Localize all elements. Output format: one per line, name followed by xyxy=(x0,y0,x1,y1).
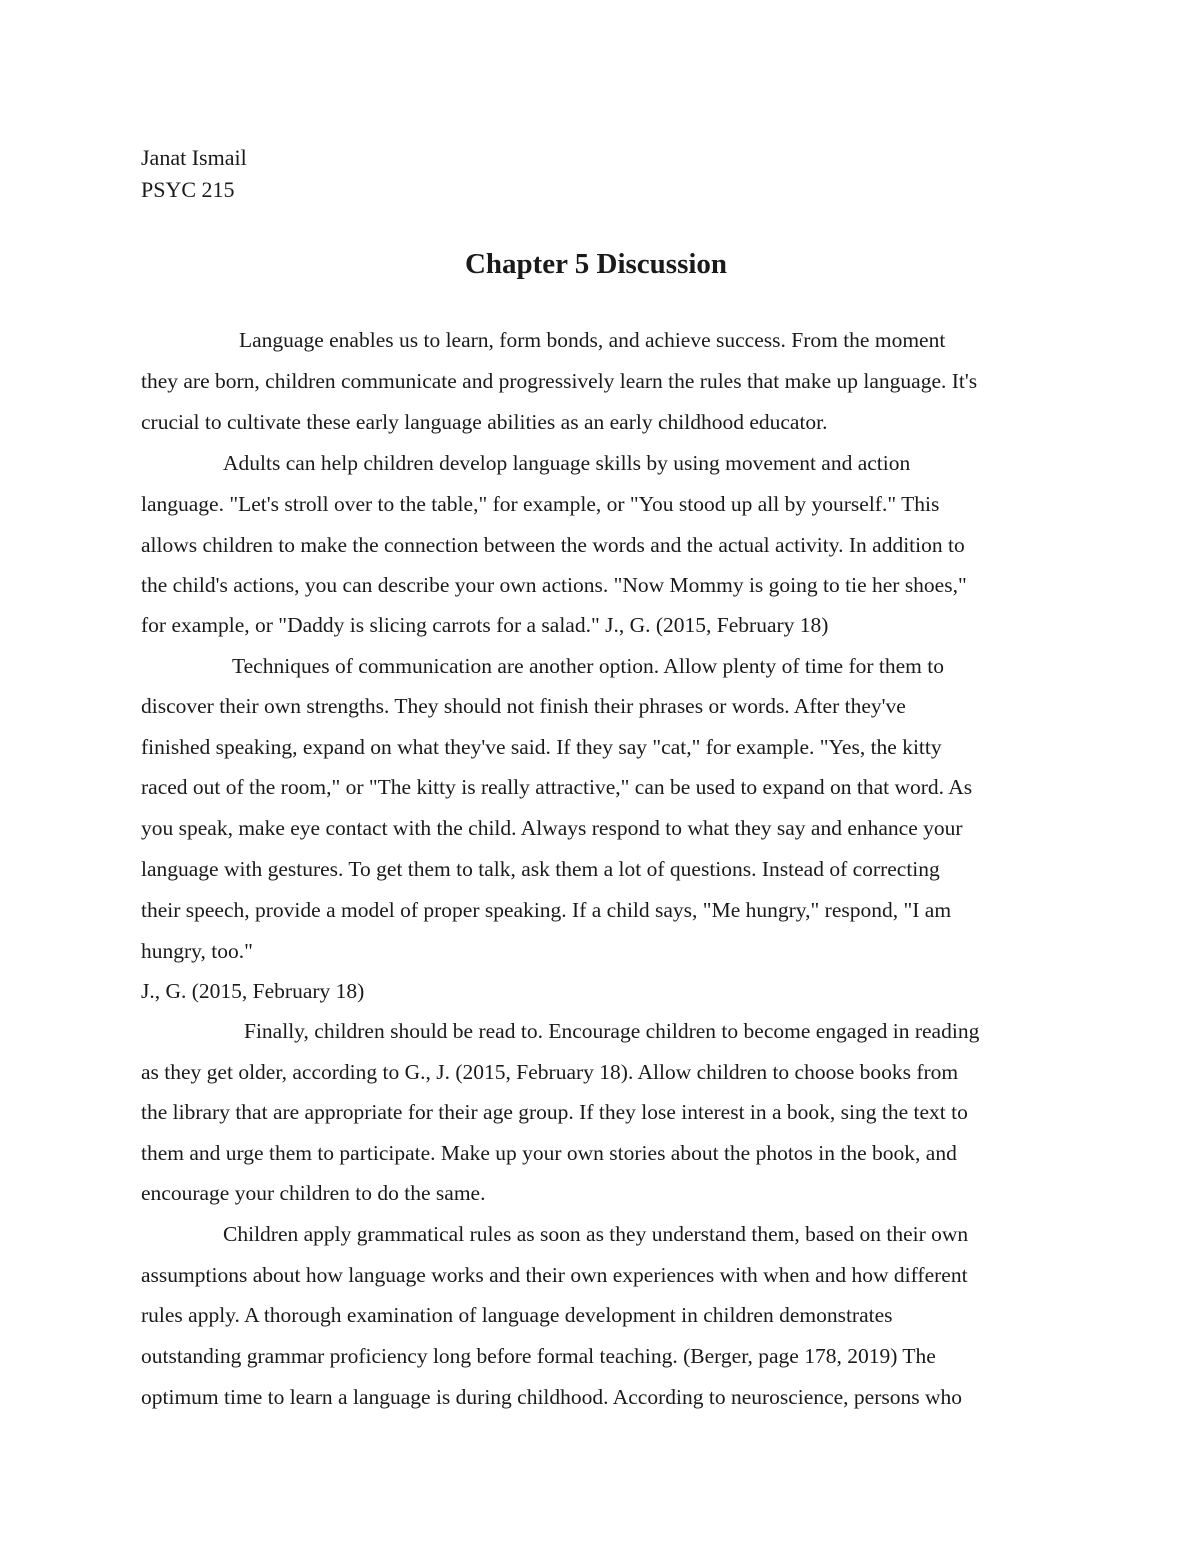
text-line: they are born, children communicate and progressively learn the rules that make up language. It's xyxy=(141,369,978,393)
text-line: rules apply. A thorough examination of language development in children demonstrates xyxy=(141,1303,893,1327)
document-title: Chapter 5 Discussion xyxy=(464,248,728,280)
text-line: outstanding grammar proficiency long before formal teaching. (Berger, page 178, 2019) The xyxy=(141,1344,936,1368)
text-line: language. "Let's stroll over to the table," for example, or "You stood up all by yourself." This xyxy=(141,492,940,516)
text-line: crucial to cultivate these early language abilities as an early childhood educator. xyxy=(141,410,828,434)
text-line: Finally, children should be read to. Encourage children to become engaged in reading xyxy=(244,1019,980,1043)
citation-line: J., G. (2015, February 18) xyxy=(141,979,365,1003)
text-line: you speak, make eye contact with the child. Always respond to what they say and enhance your xyxy=(141,816,963,840)
text-line: the library that are appropriate for their age group. If they lose interest in a book, sing the text to xyxy=(141,1100,968,1124)
course-code: PSYC 215 xyxy=(141,177,235,202)
text-line: optimum time to learn a language is during childhood. According to neuroscience, persons who xyxy=(141,1385,962,1409)
text-line: raced out of the room," or "The kitty is really attractive," can be used to expand on that word. As xyxy=(141,775,973,799)
text-line: the child's actions, you can describe your own actions. "Now Mommy is going to tie her shoes," xyxy=(141,573,967,597)
text-line: discover their own strengths. They should not finish their phrases or words. After they've xyxy=(141,694,906,718)
text-line: Techniques of communication are another option. Allow plenty of time for them to xyxy=(232,654,944,678)
text-line: for example, or "Daddy is slicing carrots for a salad." J., G. (2015, February 18) xyxy=(141,613,829,637)
text-line: hungry, too." xyxy=(141,939,253,963)
text-line: allows children to make the connection between the words and the actual activity. In addition to xyxy=(141,533,965,557)
text-line: language with gestures. To get them to talk, ask them a lot of questions. Instead of correcting xyxy=(141,857,940,881)
author-name: Janat Ismail xyxy=(141,145,247,170)
text-line: Adults can help children develop language skills by using movement and action xyxy=(223,451,911,475)
text-line: finished speaking, expand on what they've said. If they say "cat," for example. "Yes, the kitty xyxy=(141,735,942,759)
text-line: Language enables us to learn, form bonds, and achieve success. From the moment xyxy=(239,328,946,352)
document-header xyxy=(141,142,247,206)
text-line: Children apply grammatical rules as soon as they understand them, based on their own xyxy=(223,1222,969,1246)
text-line: assumptions about how language works and their own experiences with when and how different xyxy=(141,1263,968,1287)
text-line: encourage your children to do the same. xyxy=(141,1181,486,1205)
text-line: them and urge them to participate. Make up your own stories about the photos in the book, and xyxy=(141,1141,957,1165)
text-line: as they get older, according to G., J. (2015, February 18). Allow children to choose books from xyxy=(141,1060,959,1084)
text-line: their speech, provide a model of proper speaking. If a child says, "Me hungry," respond, "I am xyxy=(141,898,952,922)
